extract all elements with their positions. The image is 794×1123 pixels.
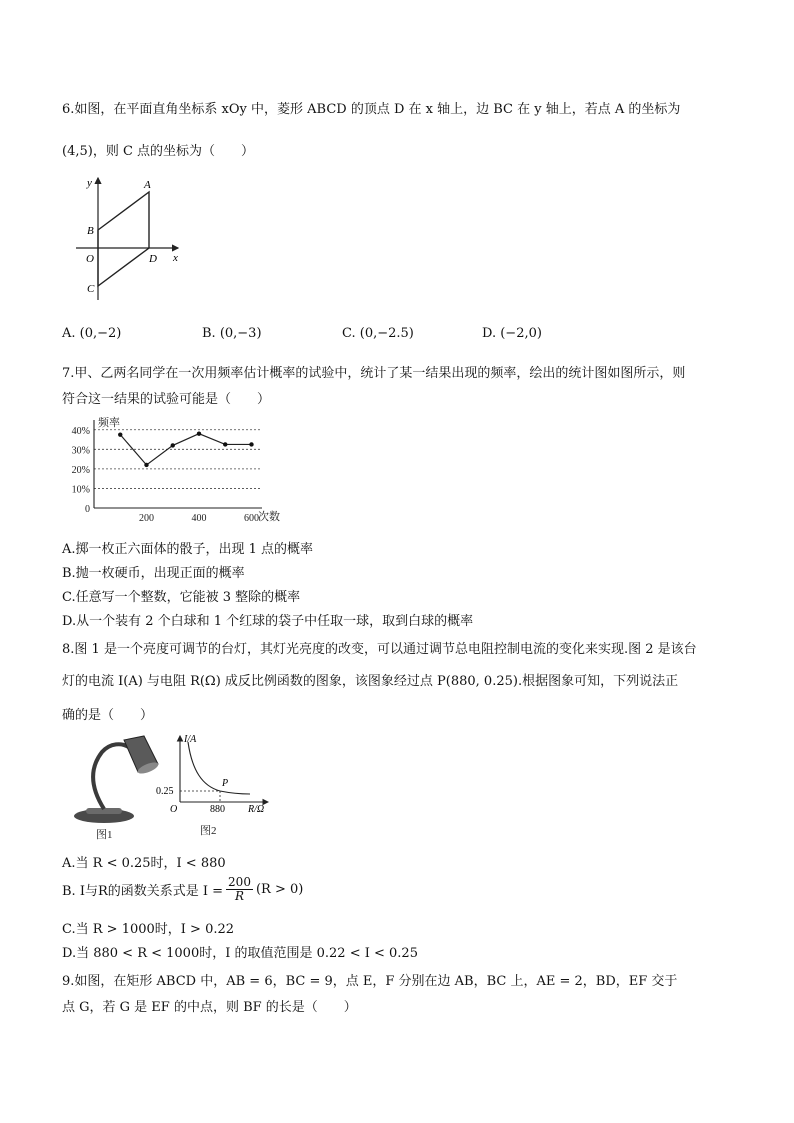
q7-option-d: D.从一个装有 2 个白球和 1 个红球的袋子中任取一球，取到白球的概率 bbox=[62, 614, 474, 629]
q8-fig1-caption: 图1 bbox=[96, 829, 113, 841]
q8-inverse-curve bbox=[188, 742, 250, 794]
q8-option-d: D.当 880 < R < 1000时，I 的取值范围是 0.22 < I < 0.25 bbox=[62, 946, 418, 961]
q6-option-c: C. (0,−2.5) bbox=[342, 326, 414, 341]
q8-text-line3: 确的是（ ） bbox=[62, 708, 154, 723]
q6-label-A: A bbox=[144, 179, 151, 191]
q8-desk-lamp-figure bbox=[62, 730, 162, 842]
q6-text-line2: (4,5)，则 C 点的坐标为（ ） bbox=[62, 144, 255, 159]
q6-label-y: y bbox=[87, 177, 92, 189]
q7-chart-ytick-label: 30% bbox=[71, 445, 90, 457]
q8-option-b-numerator: 200 bbox=[228, 875, 251, 889]
q8-x-value-label: 880 bbox=[210, 804, 225, 815]
q7-text-line2: 符合这一结果的试验可能是（ ） bbox=[62, 392, 271, 407]
q8-option-b bbox=[62, 876, 303, 903]
q8-text-line2: 灯的电流 I(A) 与电阻 R(Ω) 成反比例函数的图象，该图象经过点 P(880, 0.25).根据图象可知，下列说法正 bbox=[62, 674, 679, 689]
q8-option-b-fraction bbox=[226, 876, 253, 903]
q7-chart-data-point bbox=[118, 432, 122, 436]
q6-option-b: B. (0,−3) bbox=[202, 326, 262, 341]
q6-text-line1: 6.如图，在平面直角坐标系 xOy 中，菱形 ABCD 的顶点 D 在 x 轴上，边 BC 在 y 轴上，若点 A 的坐标为 bbox=[62, 102, 681, 117]
q7-chart-ytick-label: 0 bbox=[85, 504, 90, 515]
q7-chart-ytick-label: 40% bbox=[71, 425, 90, 437]
q8-option-b-denominator: R bbox=[234, 889, 245, 903]
q6-rhombus bbox=[98, 192, 149, 286]
q7-text-line1: 7.甲、乙两名同学在一次用频率估计概率的试验中，统计了某一结果出现的频率，绘出的统计图如图所示，则 bbox=[62, 366, 686, 381]
q8-y-value-label: 0.25 bbox=[156, 786, 174, 797]
q7-option-a: A.掷一枚正六面体的骰子，出现 1 点的概率 bbox=[62, 542, 314, 557]
q7-chart-data-point bbox=[144, 463, 148, 467]
q7-frequency-chart bbox=[62, 412, 292, 524]
q8-fig2-caption: 图2 bbox=[200, 825, 217, 837]
q8-option-a: A.当 R < 0.25时，I < 880 bbox=[62, 856, 226, 871]
q8-option-c: C.当 R > 1000时，I > 0.22 bbox=[62, 922, 235, 937]
q8-y-axis-label: I/A bbox=[184, 734, 197, 745]
q8-text-line1: 8.图 1 是一个亮度可调节的台灯，其灯光亮度的改变，可以通过调节总电阻控制电流的变化来实现.图 2 是该台 bbox=[62, 642, 697, 657]
q8-option-b-suffix: (R > 0) bbox=[255, 882, 304, 897]
q6-option-d: D. (−2,0) bbox=[482, 326, 542, 341]
q8-point-label: P bbox=[222, 778, 229, 789]
q7-chart-data-point bbox=[223, 442, 227, 446]
q6-rhombus-figure bbox=[72, 172, 192, 304]
q8-inverse-function-graph bbox=[150, 730, 280, 842]
q7-option-c: C.任意写一个整数，它能被 3 整除的概率 bbox=[62, 590, 301, 605]
q8-x-axis-label: R/Ω bbox=[248, 804, 265, 815]
q6-label-x: x bbox=[173, 252, 178, 264]
q7-chart-data-point bbox=[171, 443, 175, 447]
q7-chart-xtick-label: 200 bbox=[139, 513, 154, 524]
q9-text-line1: 9.如图，在矩形 ABCD 中，AB = 6，BC = 9，点 E，F 分别在边 AB，BC 上，AE = 2，BD，EF 交于 bbox=[62, 974, 678, 989]
q6-label-C: C bbox=[87, 283, 95, 295]
q7-chart-data-point bbox=[249, 442, 253, 446]
q6-label-O: O bbox=[86, 253, 94, 265]
q7-chart-xtick-label: 600 bbox=[244, 513, 259, 524]
q8-lamp-neck bbox=[93, 744, 130, 809]
q9-text-line2: 点 G，若 G 是 EF 的中点，则 BF 的长是（ ） bbox=[62, 1000, 357, 1015]
q8-option-b-prefix: B. I与R的函数关系式是 I = bbox=[62, 884, 224, 899]
q7-chart-data-point bbox=[197, 431, 201, 435]
q8-origin-label: O bbox=[170, 804, 178, 815]
q7-chart-xtick-label: 400 bbox=[191, 513, 207, 524]
q7-option-b: B.抛一枚硬币，出现正面的概率 bbox=[62, 566, 245, 581]
q7-chart-ytick-label: 20% bbox=[71, 464, 90, 476]
q6-label-D: D bbox=[149, 253, 157, 265]
q7-chart-ylabel: 频率 bbox=[98, 417, 120, 429]
q6-option-a: A. (0,−2) bbox=[62, 326, 122, 341]
q7-chart-ytick-label: 10% bbox=[71, 484, 90, 496]
q7-chart-xlabel: 次数 bbox=[258, 511, 280, 523]
q6-label-B: B bbox=[87, 225, 94, 237]
